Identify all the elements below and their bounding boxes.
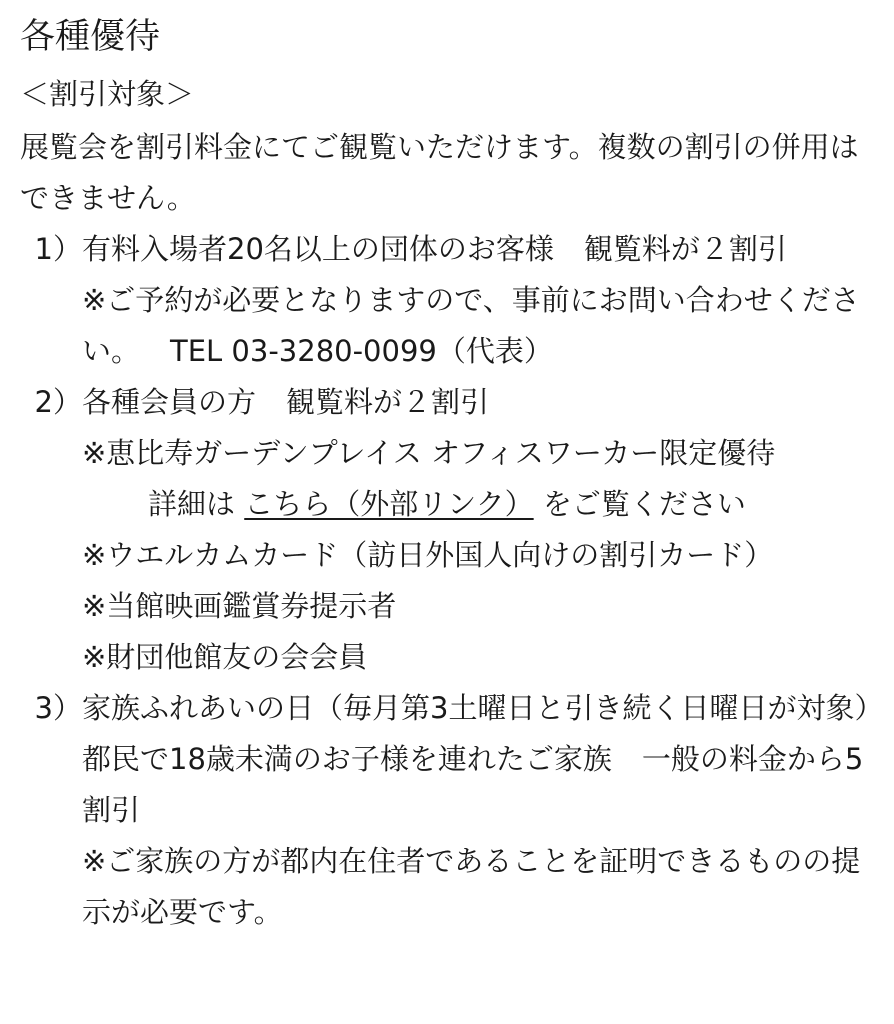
discount-item-2 [20, 377, 874, 428]
details-prefix: 詳細は [148, 487, 236, 521]
item-number: 1） [34, 232, 82, 266]
family-discount: 一般の料金から5割引 [82, 742, 864, 827]
section-heading: ＜割引対象＞ [20, 77, 195, 111]
external-link[interactable]: こちら（外部リンク） [244, 487, 534, 521]
discount-item-1 [20, 224, 874, 275]
item-number: 3） [34, 691, 82, 725]
item-text: 家族ふれあいの日（毎月第3土曜日と引き続く日曜日が対象） [82, 691, 884, 725]
page-title: 各種優待 [20, 17, 161, 57]
family-condition: 都民で18歳未満のお子様を連れたご家族 [82, 742, 612, 776]
details-suffix: をご覧ください [542, 487, 746, 521]
intro-text: 展覧会を割引料金にてご観覧いただけます。複数の割引の併用はできません。 [20, 130, 859, 215]
item-discount: 観覧料が２割引 [286, 385, 490, 419]
telephone-number: TEL 03-3280-0099（代表） [170, 334, 553, 368]
item-discount: 観覧料が２割引 [583, 232, 787, 266]
item-1-note [20, 275, 874, 377]
welcome-card-note: ※ウエルカムカード（訪日外国人向けの割引カード） [82, 538, 774, 572]
item-body [82, 224, 874, 275]
item-text: 各種会員の方 [82, 385, 257, 419]
discount-item-3 [20, 683, 884, 734]
item-body [82, 377, 874, 428]
details-line [20, 479, 874, 530]
item-number: 2） [34, 385, 82, 419]
reservation-note: ※ご予約が必要となりますので、事前にお問い合わせください。 [82, 283, 860, 368]
film-ticket-note: ※当館映画鑑賞券提示者 [82, 589, 397, 623]
ebisu-office-worker-note: ※恵比寿ガーデンプレイス オフィスワーカー限定優待 [82, 436, 776, 470]
family-detail [20, 734, 874, 836]
residency-proof-note: ※ご家族の方が都内在住者であることを証明できるものの提示が必要です。 [82, 844, 861, 929]
item-text: 有料入場者20名以上の団体のお客様 [82, 232, 554, 266]
friends-member-note: ※財団他館友の会会員 [82, 640, 368, 674]
